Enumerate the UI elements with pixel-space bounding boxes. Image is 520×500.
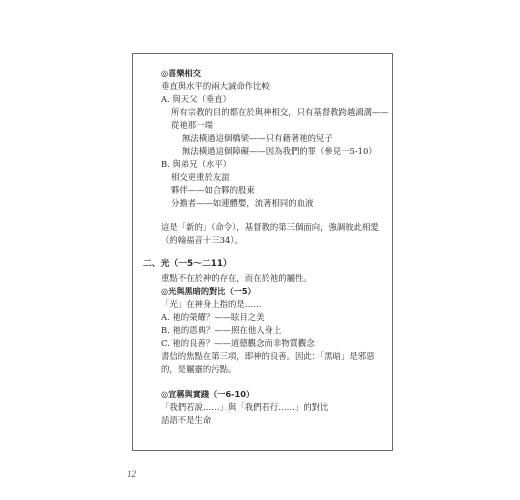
section-joy-note-2: （約翰福音十三34）。: [161, 235, 243, 245]
list-item-a-bullet-1: 無法橫過這個橋梁——只有藉著祂的兒子: [182, 133, 333, 143]
page-frame: [132, 53, 393, 451]
list-item-b-line-2: 夥伴——如合夥的股東: [171, 185, 255, 195]
section-heading-light: 二、光（一5～二11）: [143, 259, 232, 269]
list-item-light-b: B. 祂的恩典？——照在他人身上: [161, 325, 282, 335]
section-light-note-2: 的，是屬靈的污點。: [161, 364, 237, 374]
list-item-a-text-1: 所有宗教的目的都在於與神相交，只有基督教跨越鴻溝——: [171, 107, 389, 117]
list-item-a: A. 與天父（垂直）: [161, 94, 231, 104]
section-heading-claims: ◎宣稱與實踐（一6-10）: [161, 389, 255, 399]
section-claims-line-1: 「我們若說……」與「我們若行……」的對比: [161, 402, 329, 412]
section-joy-note-1: 這是「新的」（命令），基督教的第三個面向，強調彼此相愛: [161, 222, 379, 232]
section-subheading-light-dark: ◎光與黑暗的對比（一5）: [161, 286, 256, 296]
section-light-intro: 重點不在於神的存在，而在於祂的屬性。: [161, 273, 312, 283]
list-item-a-text-2: 從祂那一端: [171, 120, 213, 130]
list-item-b-line-3: 分擔者——如連體嬰，流著相同的血液: [171, 198, 314, 208]
list-item-light-a: A. 祂的榮耀？——眩目之美: [161, 312, 265, 322]
section-joy-intro: 垂直與水平的兩大誡命作比較: [161, 81, 270, 91]
list-item-b: B. 與弟兄（水平）: [161, 159, 232, 169]
list-item-light-c: C. 祂的良善？——道德觀念而非物質觀念: [161, 338, 315, 348]
list-item-a-bullet-2: 無法橫過這個障礙——因為我們的罪（參見一5-10）: [182, 146, 377, 156]
section-heading-joy: ◎喜樂相交: [161, 68, 201, 78]
page-content: [133, 54, 392, 450]
list-item-b-line-1: 相交更重於友誼: [171, 172, 230, 182]
section-light-line-1: 「光」在神身上指的是……: [161, 299, 262, 309]
page-number: 12: [127, 469, 136, 479]
section-light-note-1: 書信的焦點在第三項，即神的良善。因此：「黑暗」是邪惡: [161, 351, 375, 361]
section-claims-line-2: 話語不是生命: [161, 415, 212, 425]
